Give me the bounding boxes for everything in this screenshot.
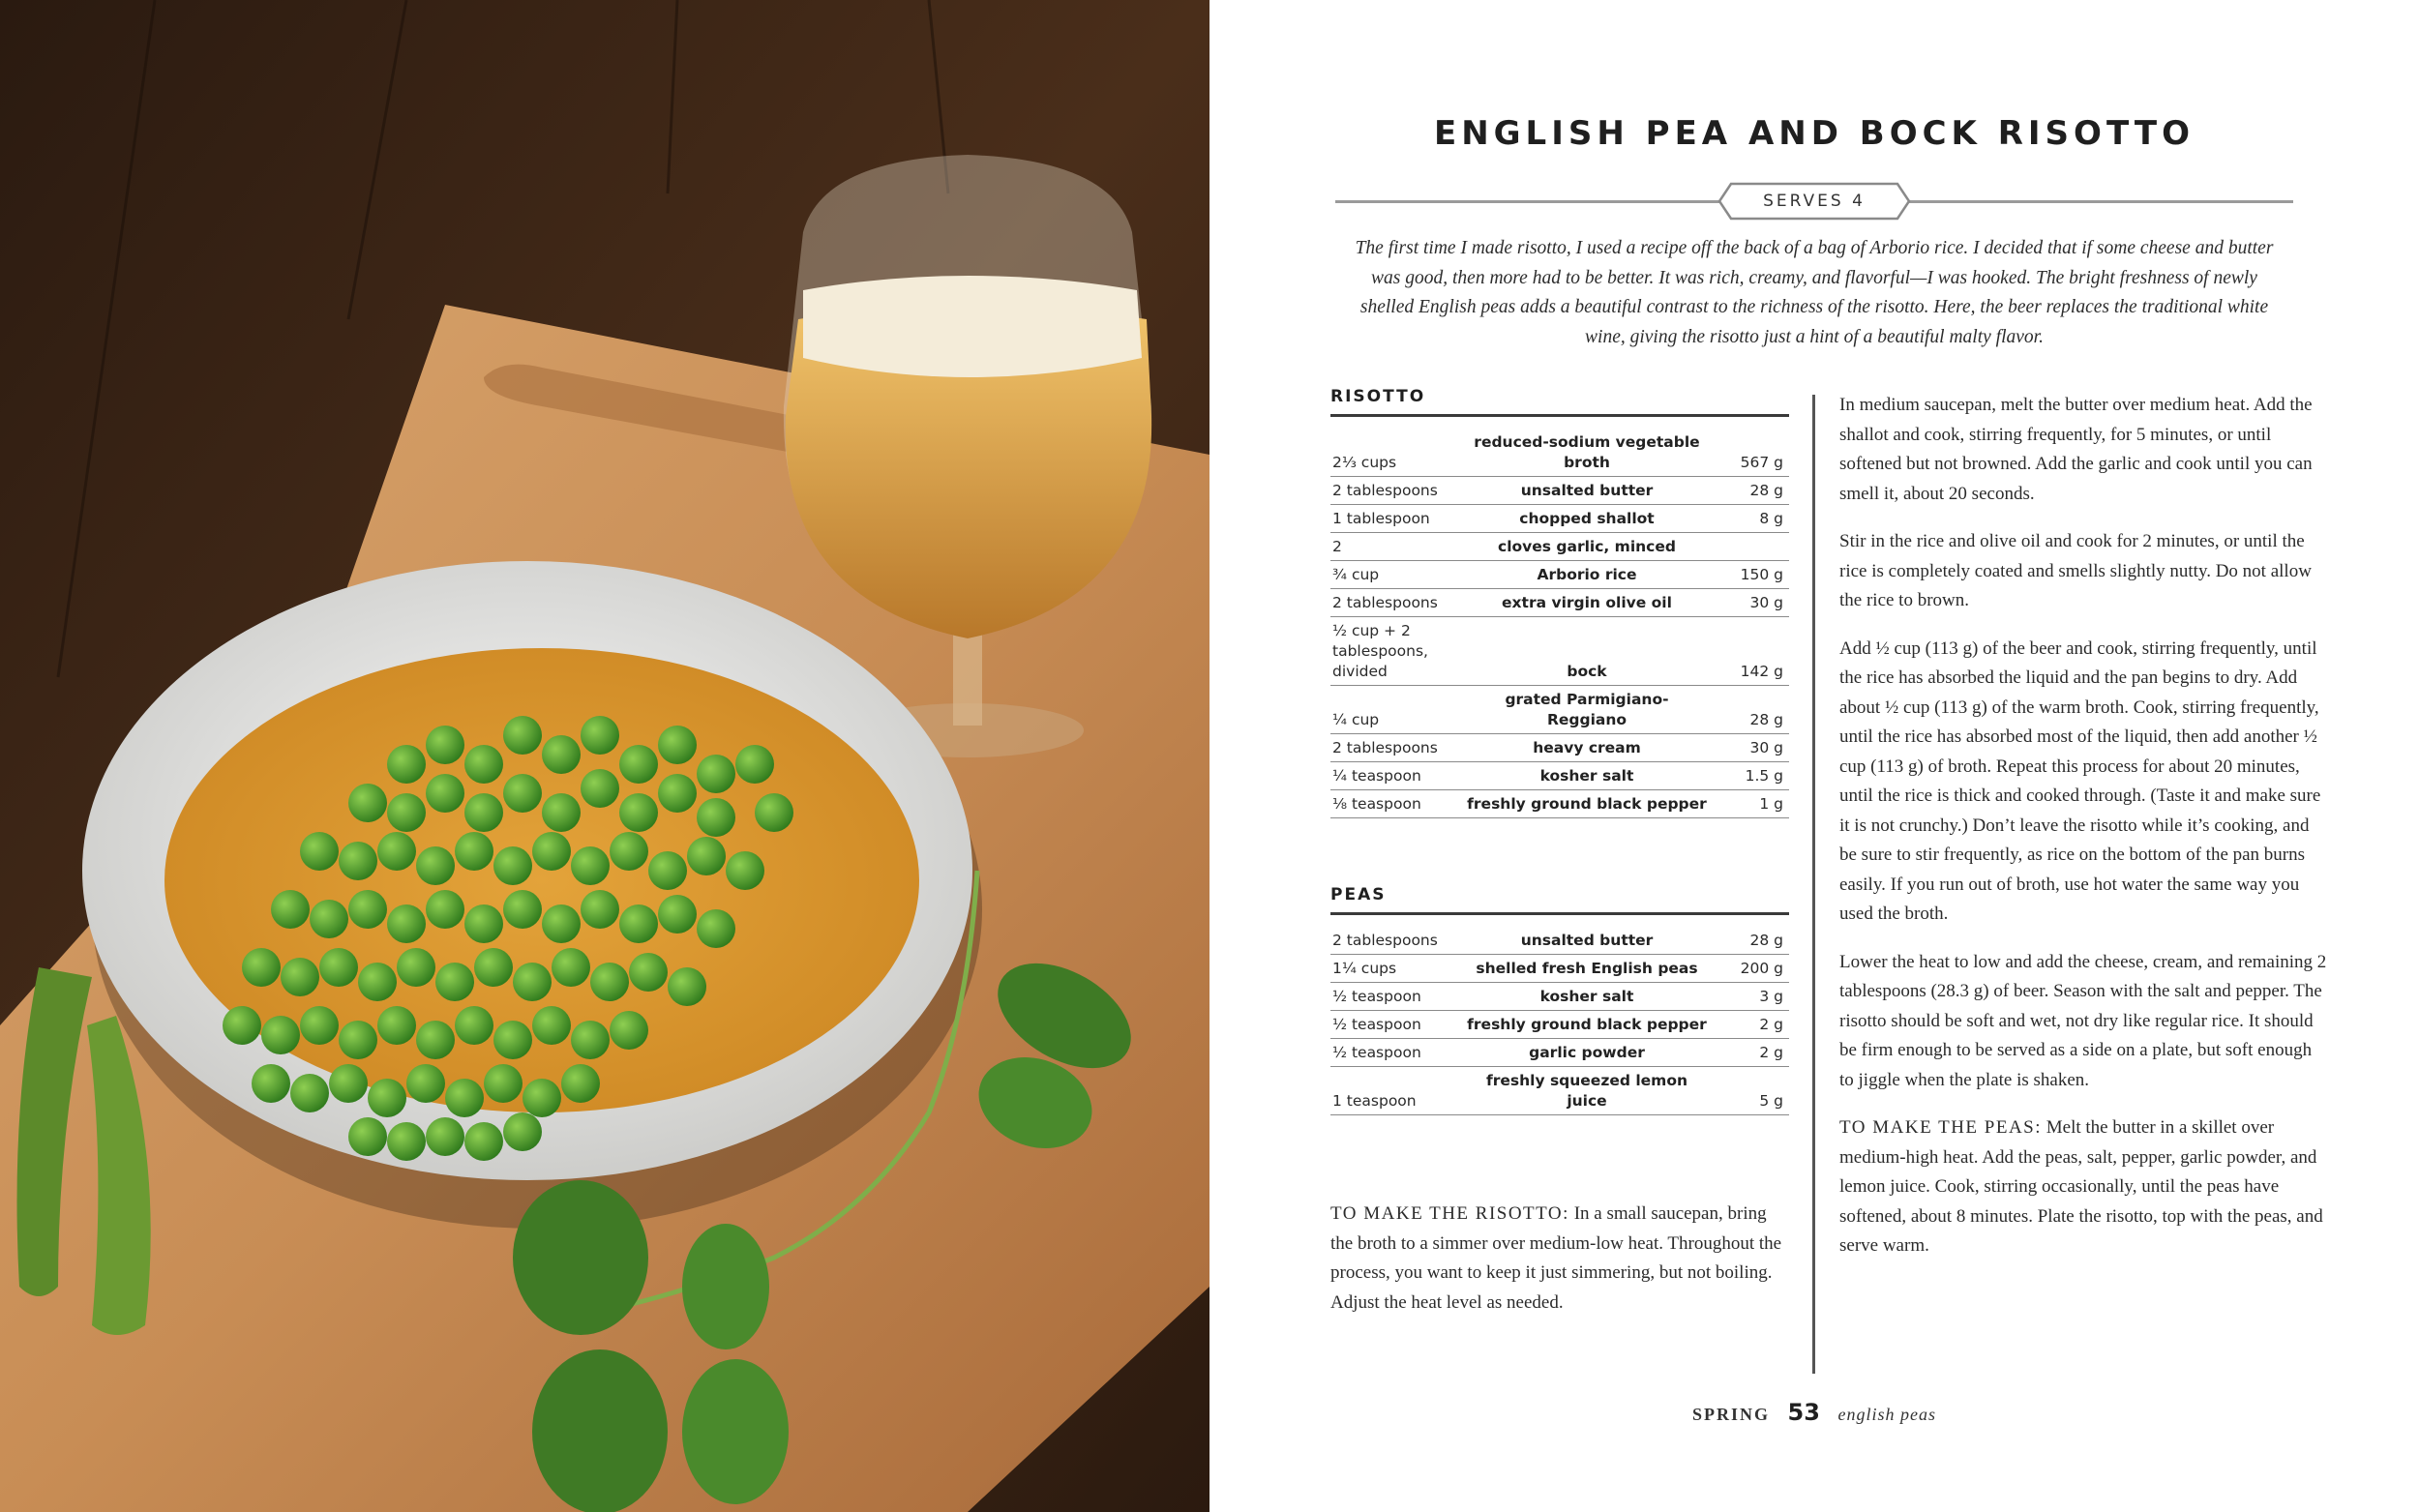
divider-line-left (1335, 200, 1722, 203)
serves-divider (1335, 180, 2293, 222)
ingredient-amount: ¾ cup (1332, 566, 1380, 583)
ingredient-name: freshly squeezed lemon juice (1485, 1072, 1688, 1110)
ingredient-amount: ½ teaspoon (1332, 988, 1421, 1005)
serves-tag (1717, 180, 1911, 222)
ingredient-row (1330, 955, 1789, 983)
peas-ingredient-list (1330, 927, 1789, 1115)
method-text: Melt the butter in a skillet over medium-high heat. Add the peas, salt, pepper, garlic powder, and lemon juice. Cook, stirring occasionally, until the peas have softened, about 8 minutes. Plate the risotto, top with the peas, and serve warm. (1839, 1117, 2323, 1256)
recipe-intro: The first time I made risotto, I used a recipe off the back of a bag of Arborio rice. I decided that if some cheese and butter was good, then more had to be better. It was rich, creamy, and flavorful—I was hooked. The bright freshness of newly shelled English peas adds a beautiful contrast to the richness of the risotto. Here, the beer replaces the traditional white wine, giving the risotto just a hint of a beautiful malty flavor. (1355, 238, 2274, 347)
method-label: TO MAKE THE PEAS: (1839, 1117, 2043, 1138)
column-divider (1812, 395, 1815, 1374)
ingredient-weight: 1 g (1759, 795, 1783, 813)
ingredient-name: freshly ground black pepper (1467, 795, 1707, 813)
ingredient-name: cloves garlic, minced (1498, 538, 1676, 555)
page-number: 53 (1787, 1399, 1820, 1426)
ingredient-weight: 2 g (1759, 1044, 1783, 1061)
ingredient-name: garlic powder (1529, 1044, 1645, 1061)
ingredient-row (1330, 477, 1789, 505)
risotto-ingredients (1330, 387, 1789, 818)
recipe-title: ENGLISH PEA AND BOCK RISOTTO (1433, 114, 2195, 153)
ingredient-amount: ¼ cup (1332, 711, 1380, 728)
ingredient-name: kosher salt (1539, 988, 1634, 1005)
method-label: TO MAKE THE RISOTTO: (1330, 1203, 1569, 1224)
ingredient-row (1330, 533, 1789, 561)
ingredient-name: shelled fresh English peas (1476, 960, 1698, 977)
divider-line-right (1906, 200, 2293, 203)
ingredient-name: Arborio rice (1537, 566, 1637, 583)
ingredient-amount: 1 tablespoon (1332, 510, 1430, 527)
peas-ingredients (1330, 885, 1789, 1115)
ingredient-weight: 28 g (1749, 711, 1783, 728)
method-steps (1839, 391, 2328, 1280)
footer-section: SPRING (1692, 1405, 1771, 1424)
ingredient-amount: 2 tablespoons (1332, 594, 1438, 611)
ingredient-row (1330, 927, 1789, 955)
serves-label: SERVES 4 (1763, 192, 1866, 211)
ingredient-amount: ½ cup + 2 tablespoons, divided (1332, 622, 1428, 680)
ingredient-amount: ¼ teaspoon (1332, 767, 1421, 785)
ingredient-weight: 2 g (1759, 1016, 1783, 1033)
risotto-heading: RISOTTO (1330, 387, 1789, 417)
ingredient-amount: ⅛ teaspoon (1332, 795, 1421, 813)
ingredient-weight: 3 g (1759, 988, 1783, 1005)
ingredient-weight: 28 g (1749, 482, 1783, 499)
ingredient-row (1330, 1039, 1789, 1067)
ingredient-name: freshly ground black pepper (1467, 1016, 1707, 1033)
risotto-ingredient-list (1330, 429, 1789, 818)
ingredient-row (1330, 1067, 1789, 1115)
ingredient-weight: 30 g (1749, 739, 1783, 756)
ingredient-row (1330, 561, 1789, 589)
ingredient-name: heavy cream (1533, 739, 1641, 756)
ingredient-weight: 150 g (1740, 566, 1783, 583)
ingredient-amount: 2 tablespoons (1332, 739, 1438, 756)
ingredient-name: grated Parmigiano-Reggiano (1505, 691, 1669, 728)
ingredient-row (1330, 1011, 1789, 1039)
risotto-bowl (82, 561, 982, 1229)
ingredient-amount: 2 tablespoons (1332, 482, 1438, 499)
footer-chapter: english peas (1837, 1405, 1936, 1424)
ingredient-row (1330, 762, 1789, 790)
page-footer (1210, 1399, 2419, 1426)
ingredient-weight: 30 g (1749, 594, 1783, 611)
ingredient-amount: 1¼ cups (1332, 960, 1397, 977)
ingredient-weight: 1.5 g (1745, 767, 1783, 785)
ingredient-name: chopped shallot (1519, 510, 1655, 527)
peas-heading: PEAS (1330, 885, 1789, 915)
method-paragraph: Lower the heat to low and add the cheese, cream, and remaining 2 tablespoons (28.3 g) of beer. Season with the salt and pepper. The risotto should be soft and wet, not dry like regular rice. It should be firm enough to be served as a side on a plate, but soft enough to jiggle when the plate is shaken. (1839, 951, 2327, 1090)
ingredient-amount: ½ teaspoon (1332, 1016, 1421, 1033)
ingredient-amount: 1 teaspoon (1332, 1092, 1417, 1110)
ingredient-amount: 2 tablespoons (1332, 932, 1438, 949)
ingredient-name: extra virgin olive oil (1502, 594, 1672, 611)
method-make-risotto (1330, 1200, 1789, 1318)
ingredient-row (1330, 617, 1789, 686)
ingredient-row (1330, 790, 1789, 818)
ingredient-name: reduced-sodium vegetable broth (1474, 433, 1700, 471)
ingredient-weight: 567 g (1740, 454, 1783, 471)
method-text: In a small saucepan, bring the broth to a simmer over medium-low heat. Throughout the process, you want to keep it just simmering, but not boiling. Adjust the heat level as needed. (1330, 1203, 1782, 1313)
method-paragraph: Add ½ cup (113 g) of the beer and cook, stirring frequently, until the rice has absorbed the liquid and the pan begins to dry. Add about ½ cup (113 g) of the warm broth. Cook, stirring frequently, until the rice has absorbed most of the liquid, then add another ½ cup (113 g) of broth. Repeat this process for about 20 minutes, until the rice is thick and cooked through. (Taste it and make sure it is not crunchy.) Don’t leave the risotto while it’s cooking, and be sure to stir frequently, as rice on the bottom of the pan burns easily. If you run out of broth, use hot water the same way you used the broth. (1839, 637, 2321, 924)
ingredient-weight: 142 g (1740, 663, 1783, 680)
method-paragraph: In medium saucepan, melt the butter over medium heat. Add the shallot and cook, stirring frequently, for 5 minutes, or until softened but not browned. Add the garlic and cook until you can smell it, about 20 seconds. (1839, 395, 2313, 504)
ingredient-row (1330, 686, 1789, 734)
ingredient-weight: 200 g (1740, 960, 1783, 977)
ingredient-amount: 2⅓ cups (1332, 454, 1397, 471)
ingredient-amount: ½ teaspoon (1332, 1044, 1421, 1061)
ingredient-name: unsalted butter (1520, 482, 1654, 499)
ingredient-name: kosher salt (1539, 767, 1634, 785)
ingredient-row (1330, 983, 1789, 1011)
ingredient-weight: 28 g (1749, 932, 1783, 949)
ingredient-weight: 5 g (1759, 1092, 1783, 1110)
ingredient-weight: 8 g (1759, 510, 1783, 527)
method-paragraph: Stir in the rice and olive oil and cook for 2 minutes, or until the rice is completely coated and smells slightly nutty. Do not allow the rice to brown. (1839, 531, 2312, 610)
recipe-page (1210, 0, 2419, 1512)
ingredient-row (1330, 429, 1789, 477)
ingredient-row (1330, 734, 1789, 762)
ingredient-row (1330, 589, 1789, 617)
method-make-peas (1839, 1113, 2328, 1261)
ingredient-name: unsalted butter (1520, 932, 1654, 949)
ingredient-amount: 2 (1332, 538, 1342, 555)
ingredient-name: bock (1567, 663, 1607, 680)
ingredient-row (1330, 505, 1789, 533)
